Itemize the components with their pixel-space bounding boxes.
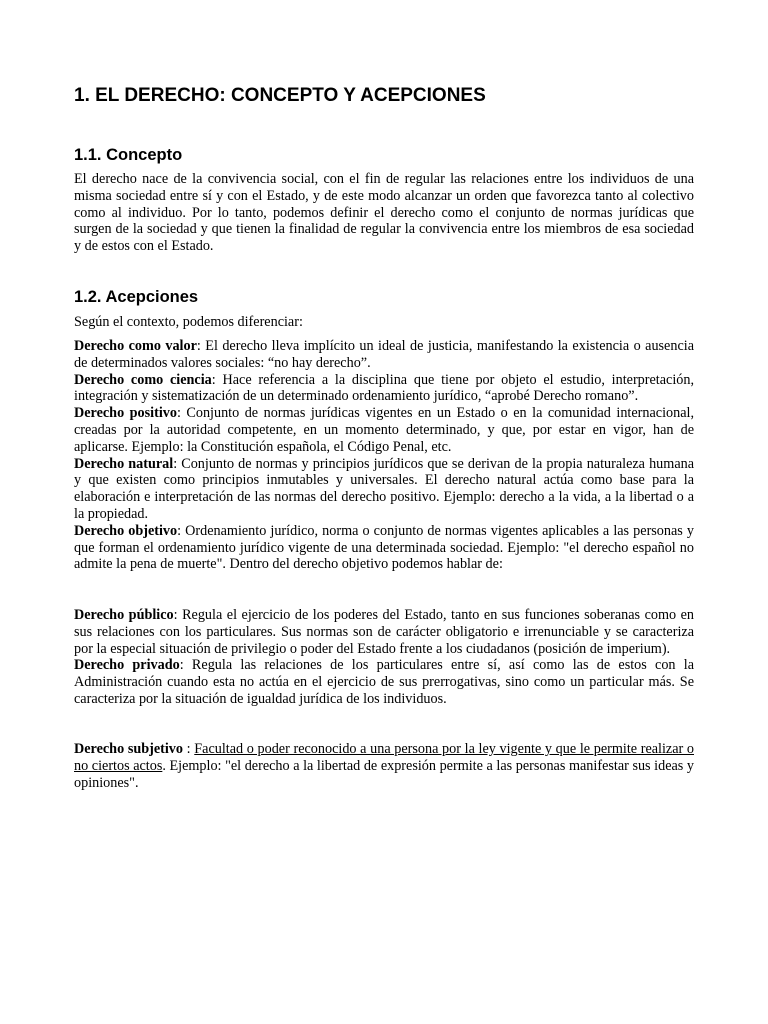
acepcion-term: Derecho objetivo bbox=[74, 522, 178, 539]
subjetivo-term: Derecho subjetivo bbox=[74, 741, 183, 757]
derecho-subjetivo-block bbox=[74, 741, 694, 791]
acepcion-text: : Conjunto de normas jurídicas vigentes en un Estado o en la comunidad internacional, creadas por la autoridad competente, en un momento determinado, y que, por estar en vigor, han de aplicarse. Ejemplo: la Constitución española, el Código Penal, etc. bbox=[74, 405, 695, 455]
acepcion-term: Derecho positivo bbox=[74, 405, 177, 422]
subjetivo-separator: : bbox=[183, 741, 195, 757]
section-heading-acepciones: 1.2. Acepciones bbox=[74, 288, 199, 306]
acepcion-item bbox=[74, 523, 694, 573]
acepcion-text: : Conjunto de normas y principios jurídicos que se derivan de la propia naturaleza humana y que existen como principios inmutables y universales. El derecho natural actúa como base para la elaboración e interpretación de las normas del derecho positivo. Ejemplo: derecho a la vida, a la libertad o a la propiedad. bbox=[74, 455, 695, 522]
acepcion-text: : Hace referencia a la disciplina que tiene por objeto el estudio, interpretación, integración y sistematización de un determinado ordenamiento jurídico, “aprobé Derecho romano”. bbox=[74, 371, 694, 405]
paragraph-intro: Según el contexto, podemos diferenciar: bbox=[74, 314, 303, 330]
acepcion-term: Derecho como ciencia bbox=[74, 371, 212, 388]
acepcion-item bbox=[74, 338, 694, 372]
acepciones-list bbox=[74, 338, 694, 573]
subtype-text: : Regula el ejercicio de los poderes del Estado, tanto en sus funciones soberanas como en sus relaciones con los particulares. Sus normas son de carácter obligatorio e irrenunciable y se caracteriza por la especial situación de privilegio o poder del Estado frente a los ciudadanos (posición de imperium). bbox=[74, 607, 694, 657]
section-concepto-body bbox=[74, 171, 694, 255]
acepcion-item bbox=[74, 405, 694, 455]
subtype-text: : Regula las relaciones de los particulares entre sí, así como las de estos con la Administración cuando esta no actúa en el ejercicio de sus prerrogativas, sino como un particular más. Se caracteriza por la situación de igualdad jurídica de los individuos. bbox=[74, 657, 695, 707]
subtype-item bbox=[74, 607, 694, 657]
acepcion-term: Derecho como valor bbox=[74, 338, 197, 354]
section-acepciones-intro bbox=[74, 314, 694, 331]
subjetivo-item bbox=[74, 741, 694, 791]
subtype-term: Derecho privado bbox=[74, 657, 180, 674]
document-title: 1. EL DERECHO: CONCEPTO Y ACEPCIONES bbox=[74, 85, 486, 106]
acepcion-item bbox=[74, 372, 694, 406]
subjetivo-rest: . Ejemplo: "el derecho a la libertad de expresión permite a las personas manifestar sus ideas y opiniones". bbox=[74, 757, 695, 791]
paragraph-concepto: El derecho nace de la convivencia social, con el fin de regular las relaciones entre los individuos de una misma sociedad entre sí y con el Estado, y de este modo alcanzar un orden que favorezca tanto al colectivo como al individuo. Por lo tanto, podemos definir el derecho como el conjunto de normas jurídicas que surgen de la sociedad y que tienen la finalidad de regular la convivencia entre los miembros de esa sociedad y de estos con el Estado. bbox=[74, 171, 694, 255]
acepcion-text: : Ordenamiento jurídico, norma o conjunto de normas vigentes aplicables a las personas y que forman el ordenamiento jurídico vigente de una determinada sociedad. Ejemplo: "el derecho español no admite la pena de muerte". Dentro del derecho objetivo podemos hablar de: bbox=[74, 522, 694, 573]
section-heading-concepto: 1.1. Concepto bbox=[74, 146, 183, 164]
subjetivo-definition: Facultad o poder reconocido a una persona por la ley vigente y que le permite realizar o no ciertos actos bbox=[74, 741, 694, 774]
acepcion-term: Derecho natural bbox=[74, 455, 174, 472]
subtype-term: Derecho público bbox=[74, 607, 174, 623]
derecho-objetivo-subtypes bbox=[74, 607, 694, 708]
acepcion-item bbox=[74, 456, 694, 523]
acepcion-text: : El derecho lleva implícito un ideal de justicia, manifestando la existencia o ausencia de determinados valores sociales: “no hay derecho”. bbox=[74, 338, 694, 371]
subtype-item bbox=[74, 657, 694, 707]
